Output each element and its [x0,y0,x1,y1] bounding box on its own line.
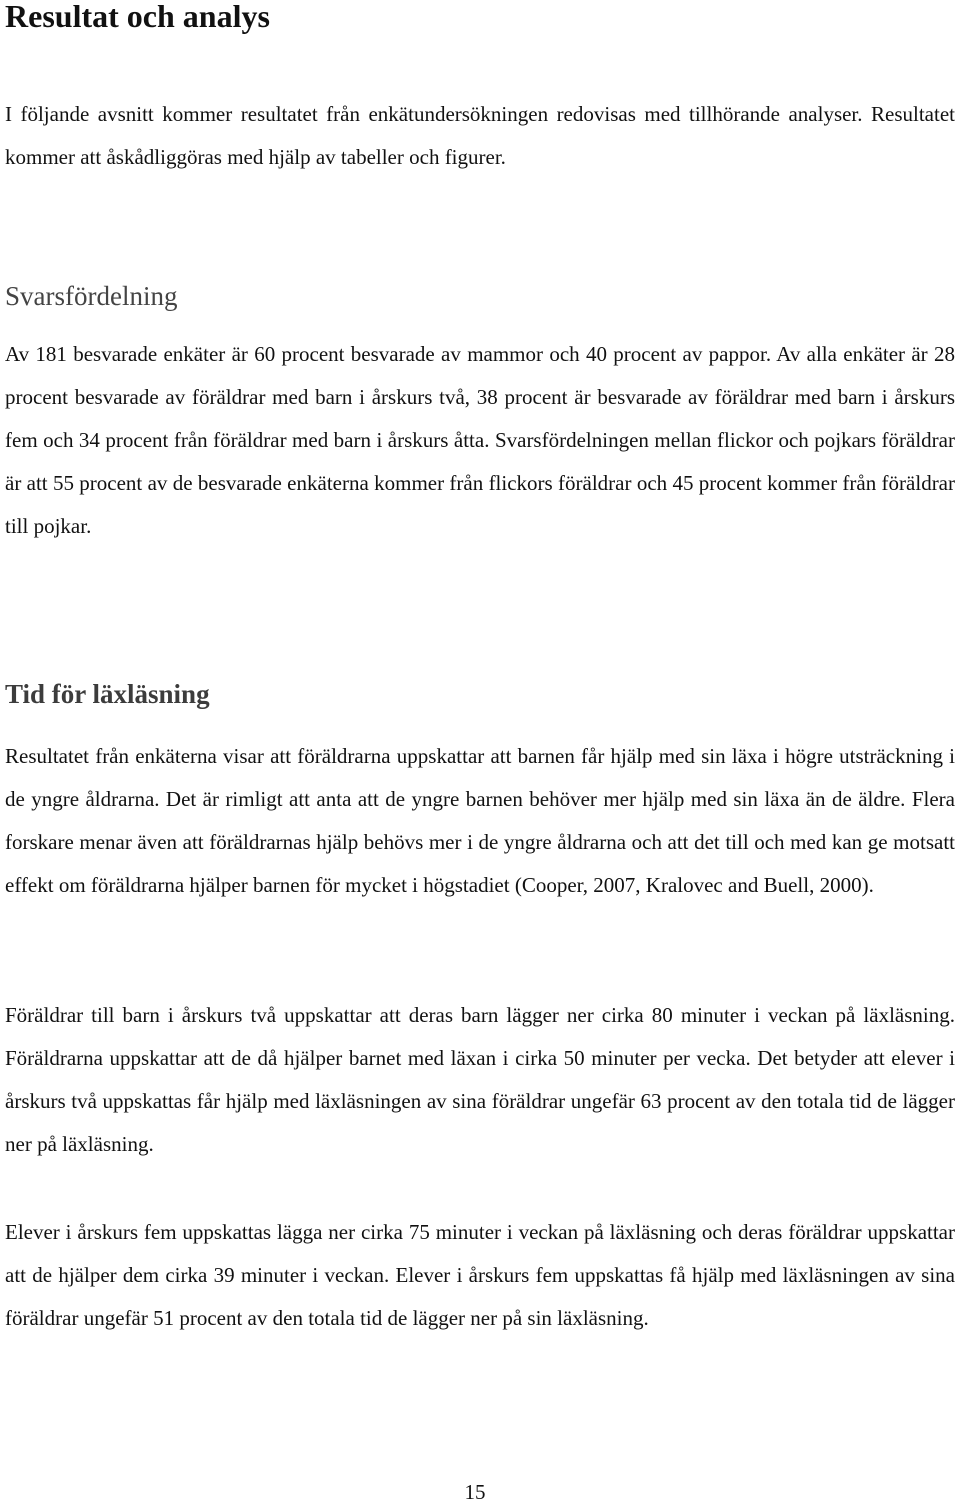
intro-paragraph: I följande avsnitt kommer resultatet från enkätundersökningen redovisas med tillhörande analyser. Resultatet kommer att åskådliggöras med hjälp av tabeller och figurer. [5,102,955,169]
section-heading-svarsfordelning: Svarsfördelning [5,281,178,311]
laxlasning-paragraph-3: Elever i årskurs fem uppskattas lägga ner cirka 75 minuter i veckan på läxläsning och deras föräldrar uppskattar att de hjälper dem cirka 39 minuter i veckan. Elever i årskurs fem uppskattas få hjälp med läxläsningen av sina föräldrar ungefär 51 procent av den totala tid de lägger ner på sin läxläsning. [5,1220,955,1330]
page-number: 15 [464,1480,486,1504]
page-title: Resultat och analys [5,0,270,34]
svarsfordelning-paragraph: Av 181 besvarade enkäter är 60 procent besvarade av mammor och 40 procent av pappor. Av alla enkäter är 28 procent besvarade av föräldrar med barn i årskurs två, 38 procent är besvarade av föräldrar med barn i årskurs fem och 34 procent från föräldrar med barn i årskurs åtta. Svarsfördelningen mellan flickor och pojkars föräldrar är att 55 procent av de besvarade enkäterna kommer från flickors föräldrar och 45 procent kommer från föräldrar till pojkar. [5,342,955,538]
laxlasning-paragraph-2: Föräldrar till barn i årskurs två uppskattar att deras barn lägger ner cirka 80 minuter i veckan på läxläsning. Föräldrarna uppskattar att de då hjälper barnet med läxan i cirka 50 minuter per vecka. Det betyder att elever i årskurs två uppskattas får hjälp med läxläsningen av sina föräldrar ungefär 63 procent av den totala tid de lägger ner på läxläsning. [5,1003,955,1156]
laxlasning-paragraph-1: Resultatet från enkäterna visar att föräldrarna uppskattar att barnen får hjälp med sin läxa i högre utsträckning i de yngre åldrarna. Det är rimligt att anta att de yngre barnen behöver mer hjälp med sin läxa än de äldre. Flera forskare menar även att föräldrarnas hjälp behövs mer i de yngre åldrarna och att det till och med kan ge motsatt effekt om föräldrarna hjälper barnen för mycket i högstadiet (Cooper, 2007, Kralovec and Buell, 2000). [5,744,955,897]
section-heading-tid-for-laxlasning: Tid för läxläsning [5,679,210,709]
